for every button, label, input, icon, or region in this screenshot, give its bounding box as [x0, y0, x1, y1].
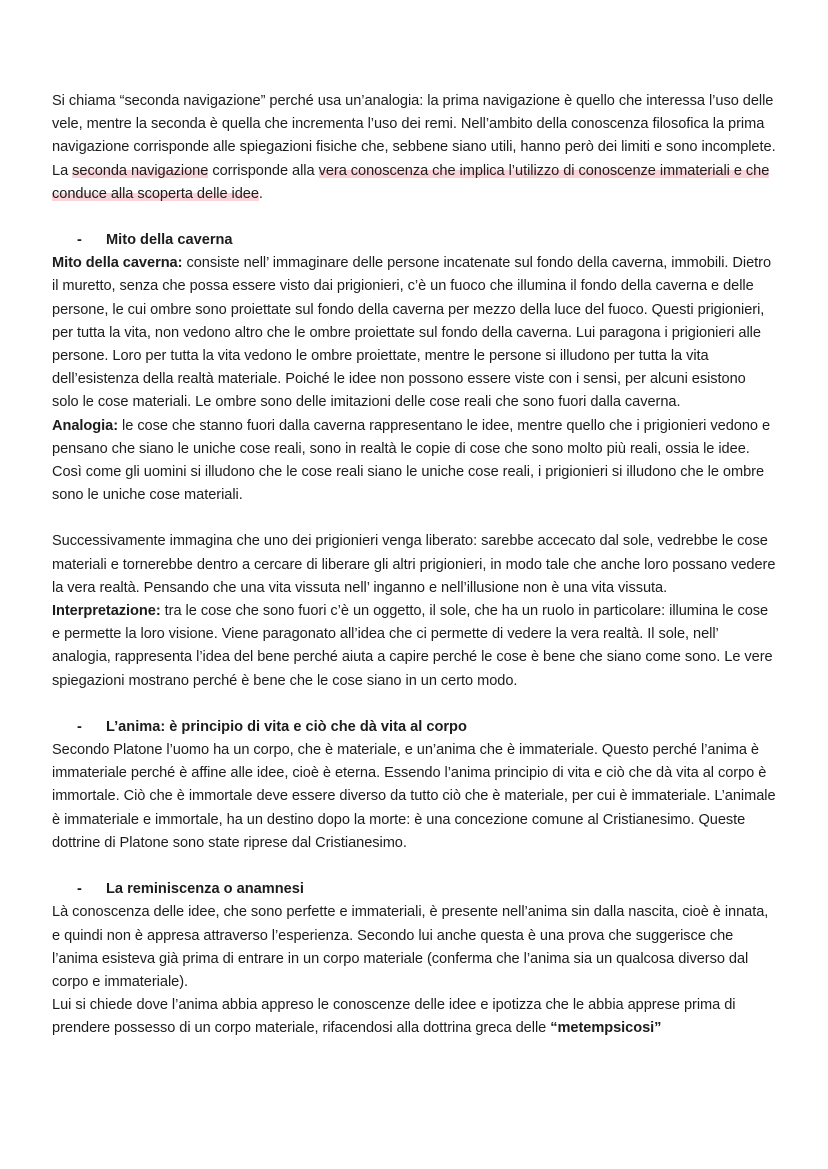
highlight-seconda-navigazione: seconda navigazione: [72, 162, 209, 179]
text-run: Si chiama “seconda navigazione” perché usa un’analogia: la prima navigazione è quello che interessa l’uso delle vele, mentre la seconda è quella che incrementa l’uso dei remi. Nell’ambito della conoscenza filosofica la prima navigazione corrisponde alle spiegazioni fisiche che, sebbene siano utili, hanno però dei limiti e sono incomplete. La: [52, 93, 776, 179]
paragraph-interpretazione: [52, 600, 776, 693]
text-run: .: [258, 185, 263, 202]
heading-anima: [52, 716, 776, 739]
paragraph-reminiscenza: Là conoscenza delle idee, che sono perfette e immateriali, è presente nell’anima sin dalla nascita, cioè è innata, e quindi non è appresa attraverso l’esperienza. Secondo lui anche questa è una prova che suggerisce che l’anima esisteva già prima di entrare in un corpo materiale (conferma che l’anima sia un qualcosa diverso dal corpo e immateriale).: [52, 904, 769, 990]
bullet-dash: -: [77, 232, 82, 249]
label-mito: Mito della caverna:: [52, 255, 183, 272]
heading-text: Mito della caverna: [106, 232, 233, 249]
spacer: [52, 855, 776, 878]
text-run: Lui si chiede dove l’anima abbia appreso le conoscenze delle idee e ipotizza che le abbia apprese prima di prendere possesso di un corpo materiale, rifacendosi alla dottrina greca delle: [52, 997, 736, 1037]
text-run: corrisponde alla: [208, 162, 319, 179]
text-run: consiste nell’ immaginare delle persone incatenate sul fondo della caverna, immobili. Dietro il muretto, senza che possa essere visto dai prigionieri, c’è un fuoco che illumina il fondo della caverna e delle persone, le cui ombre sono proiettate sul fondo della caverna per mezzo della luce del fuoco. Questi prigionieri, per tutta la vita, non vedono altro che le ombre proiettate sul fondo della caverna. Lui paragona i prigionieri alle persone. Loro per tutta la vita vedono le ombre proiettate, mentre le persone si illudono per tutta la vita dell’esistenza della realtà materiale. Poiché le idee non possono essere viste con i sensi, per alcuni esistono solo le cose materiali. Le ombre sono delle imitazioni delle cose reali che sono fuori dalla caverna.: [52, 255, 772, 411]
highlight-vera-conoscenza: vera conoscenza che implica l’utilizzo di conoscenze immateriali e che conduce alla scoperta delle idee: [52, 162, 770, 202]
label-analogia: Analogia:: [52, 417, 119, 434]
bullet-dash: -: [77, 881, 82, 898]
spacer: [52, 206, 776, 229]
paragraph-anima: Secondo Platone l’uomo ha un corpo, che è materiale, e un’anima che è immateriale. Questo perché l’anima è immateriale perché è affine alle idee, cioè è eterna. Essendo l’anima principio di vita e ciò che dà vita al corpo è immortale. Ciò che è immortale deve essere diverso da tutto ciò che è materiale, per cui è immateriale. L’animale è immateriale e immortale, ha un destino dopo la morte: è una concezione comune al Cristianesimo. Queste dottrine di Platone sono state riprese dal Cristianesimo.: [52, 742, 776, 851]
paragraph-seconda-navigazione: [52, 90, 776, 206]
text-run: le cose che stanno fuori dalla caverna rappresentano le idee, mentre quello che i prigionieri vedono e pensano che siano le uniche cose reali, sono in realtà le copie di cose che sono molto più reali, ossia le idee. Così come gli uomini si illudono che le cose reali siano le uniche cose reali, i prigionieri si illudono che le ombre sono le uniche cose materiali.: [52, 417, 771, 504]
paragraph-mito: [52, 252, 776, 414]
paragraph-metempsicosi: [52, 994, 776, 1040]
paragraph-analogia: [52, 415, 776, 508]
heading-reminiscenza: [52, 878, 776, 901]
paragraph-successivamente: Successivamente immagina che uno dei prigionieri venga liberato: sarebbe accecato dal sole, vedrebbe le cose materiali e tornerebbe dentro a cercare di liberare gli altri prigionieri, in modo tale che anche loro possano vedere la vera realtà. Pensando che una vita vissuta nell’ inganno e nell’illusione non è una vita vissuta.: [52, 533, 776, 596]
heading-text: La reminiscenza o anamnesi: [106, 881, 304, 898]
text-run: tra le cose che sono fuori c’è un oggetto, il sole, che ha un ruolo in particolare: illumina le cose e permette la loro visione. Viene paragonato all’idea che ci permette di vedere la vera realtà. Il sole, nell’ analogia, rappresenta l’idea del bene perché aiuta a capire perché le cose è bene che siano come sono. Le vere spiegazioni mostrano perché è bene che le cose siano in un certo modo.: [52, 603, 773, 689]
bullet-dash: -: [77, 718, 82, 735]
spacer: [52, 693, 776, 716]
label-interpretazione: Interpretazione:: [52, 603, 161, 620]
heading-mito-della-caverna: [52, 229, 776, 252]
heading-text: L’anima: è principio di vita e ciò che dà vita al corpo: [106, 718, 467, 735]
spacer: [52, 507, 776, 530]
term-metempsicosi: “metempsicosi”: [550, 1020, 662, 1037]
